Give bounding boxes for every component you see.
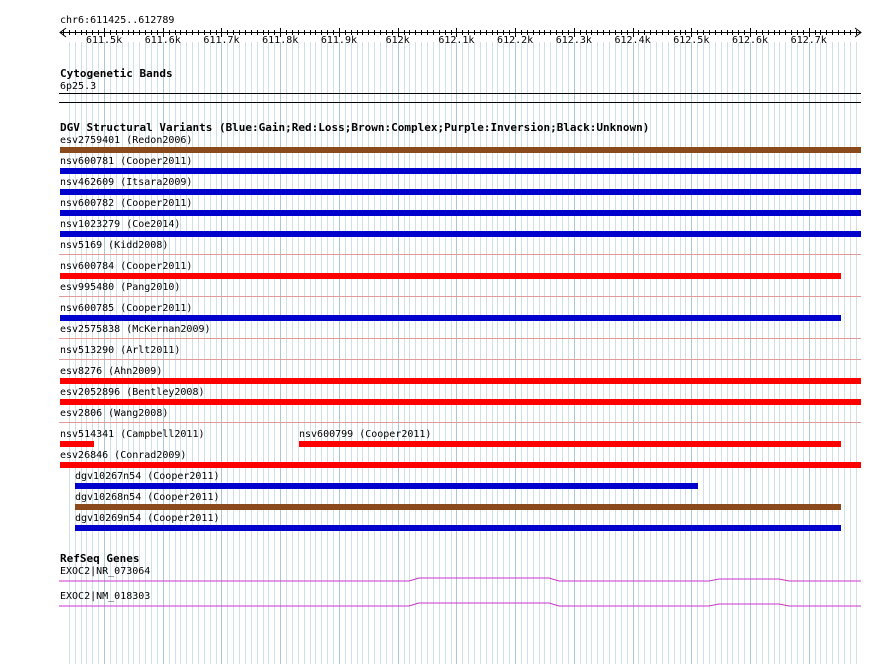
variant-bar[interactable] [60,315,841,321]
variant-label[interactable]: nsv1023279 (Coe2014) [60,219,181,230]
ruler-tick-label: 612k [385,35,410,46]
cytoband-line-bottom [59,102,861,103]
ruler-tick-label: 612.2k [497,35,534,46]
location-label: chr6:611425..612789 [60,15,175,26]
variant-bar[interactable] [75,504,841,510]
variant-label[interactable]: nsv600782 (Cooper2011) [60,198,193,209]
variant-label[interactable]: nsv513290 (Arlt2011) [60,345,181,356]
variant-label[interactable]: esv2575838 (McKernan2009) [60,324,211,335]
ruler-tick-label: 612.4k [614,35,651,46]
variant-bar[interactable] [60,231,861,237]
variant-bar[interactable] [60,210,861,216]
ruler-tick-label: 611.5k [85,35,123,46]
variant-label[interactable]: nsv462609 (Itsara2009) [60,177,193,188]
variant-label[interactable]: esv2052896 (Bentley2008) [60,387,205,398]
variant-label[interactable]: dgv10268n54 (Cooper2011) [75,492,220,503]
variant-label[interactable]: esv8276 (Ahn2009) [60,366,163,377]
variant-bar[interactable] [60,273,841,279]
variant-placeholder-line[interactable] [59,338,861,339]
ruler-tick-label: 612.7k [790,35,827,46]
gene-model[interactable] [59,599,862,611]
variant-label[interactable]: esv2759401 (Redon2006) [60,135,193,146]
variant-label[interactable]: nsv514341 (Campbell2011) [60,429,205,440]
variant-placeholder-line[interactable] [59,359,861,360]
variant-placeholder-line[interactable] [59,254,861,255]
variant-label[interactable]: nsv5169 (Kidd2008) [60,240,169,251]
gene-label[interactable]: EXOC2|NM_018303 [60,591,151,602]
gene-model[interactable] [59,574,862,586]
variant-label[interactable]: esv995480 (Pang2010) [60,282,181,293]
variant-bar[interactable] [60,378,861,384]
ruler-tick-label: 611.7k [203,35,240,46]
variant-label[interactable]: esv26846 (Conrad2009) [60,450,187,461]
ruler-tick-label: 611.9k [320,35,357,46]
variant-label[interactable]: nsv600784 (Cooper2011) [60,261,193,272]
cytoband-track-title: Cytogenetic Bands [60,67,173,80]
variant-bar[interactable] [75,483,698,489]
variant-placeholder-line[interactable] [59,296,861,297]
variant-label[interactable]: nsv600785 (Cooper2011) [60,303,193,314]
dgv-track-title: DGV Structural Variants (Blue:Gain;Red:Loss;Brown:Complex;Purple:Inversion;Black:Unknown) [60,121,650,134]
cytoband-line-top [59,93,861,94]
variant-label[interactable]: nsv600799 (Cooper2011) [299,429,432,440]
variant-bar[interactable] [299,441,841,447]
ruler-tick-label: 612.6k [731,35,769,46]
ruler-tick-label: 611.6k [144,35,181,46]
variant-label[interactable]: nsv600781 (Cooper2011) [60,156,193,167]
variant-bar[interactable] [60,462,861,468]
variant-bar[interactable] [60,147,861,153]
variant-bar[interactable] [60,441,94,447]
variant-bar[interactable] [75,525,841,531]
variant-label[interactable]: dgv10269n54 (Cooper2011) [75,513,220,524]
variant-placeholder-line[interactable] [59,422,861,423]
variant-bar[interactable] [60,168,861,174]
ruler-tick-label: 612.1k [438,35,475,46]
cytoband-label[interactable]: 6p25.3 [60,81,97,92]
variant-label[interactable]: esv2806 (Wang2008) [60,408,169,419]
ruler-tick-label: 612.3k [555,35,592,46]
variant-bar[interactable] [60,399,861,405]
variant-label[interactable]: dgv10267n54 (Cooper2011) [75,471,220,482]
ruler-tick-label: 612.5k [673,35,710,46]
ruler-tick-label: 611.8k [262,35,299,46]
gene-label[interactable]: EXOC2|NR_073064 [60,566,151,577]
refseq-track-title: RefSeq Genes [60,552,140,565]
variant-bar[interactable] [60,189,861,195]
